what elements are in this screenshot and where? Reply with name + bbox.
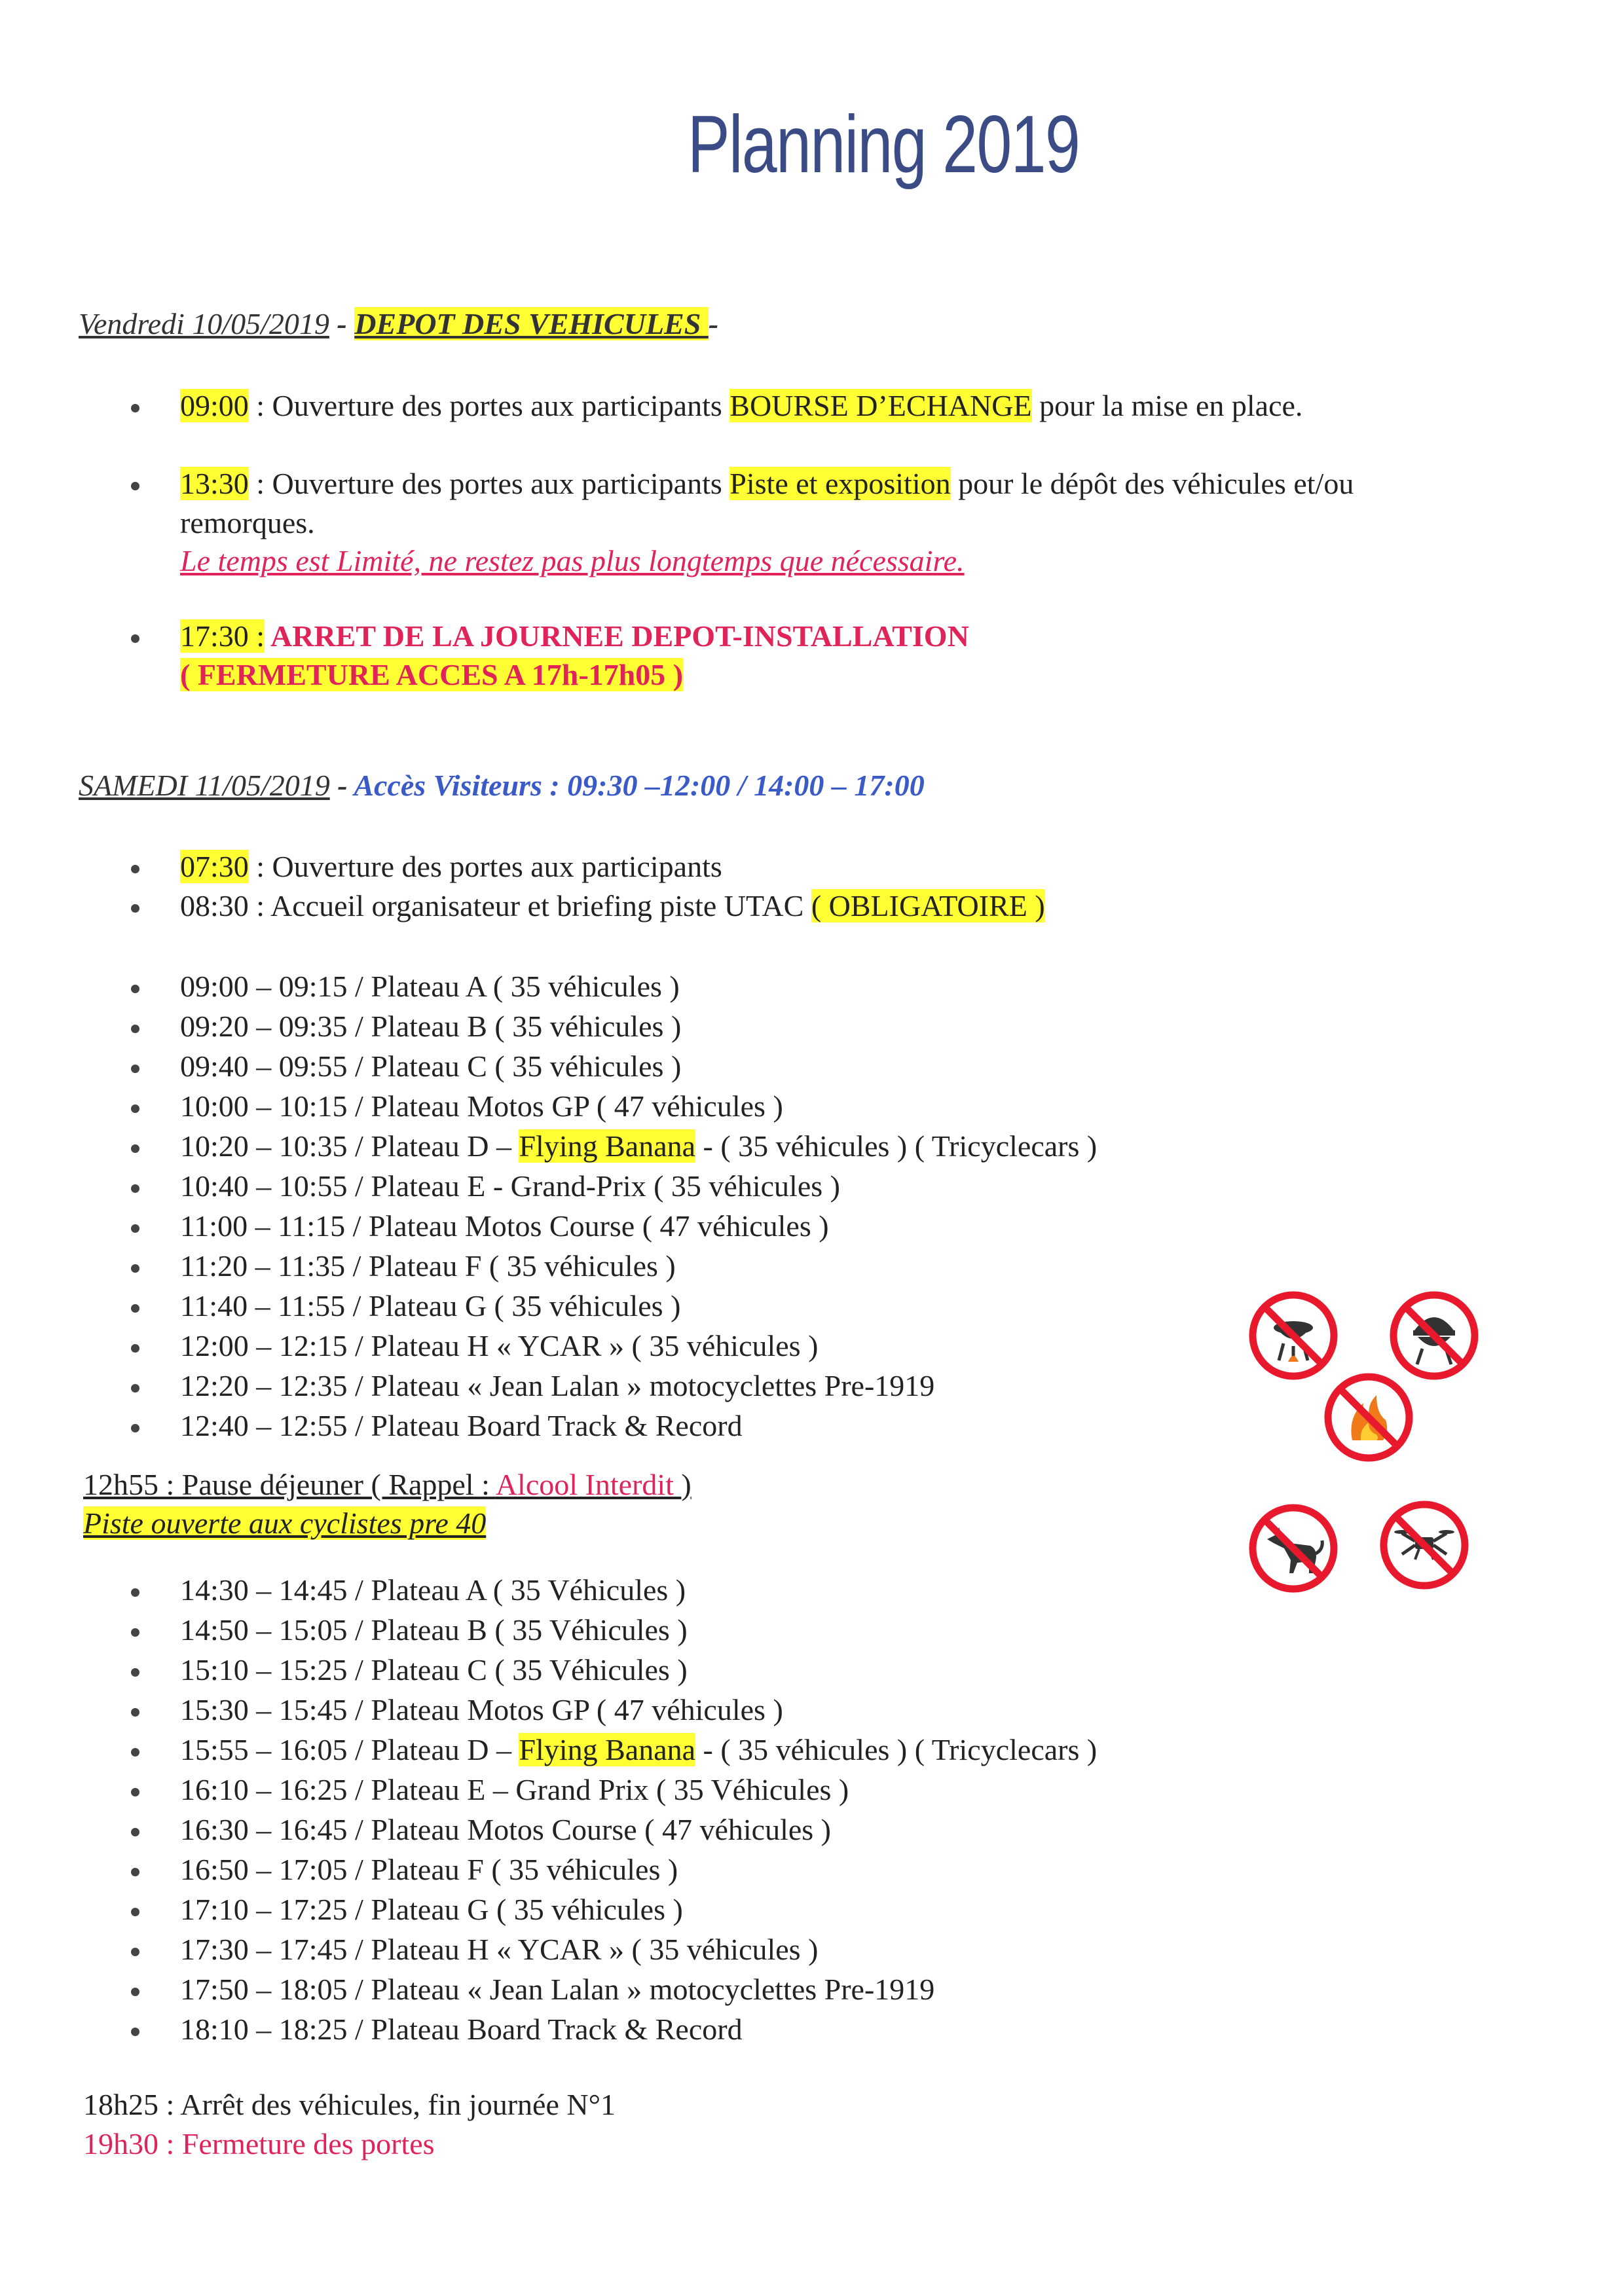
afternoon-item: 17:30 – 17:45 / Plateau H « YCAR » ( 35 véhicules ) <box>180 1933 819 1966</box>
morning-item: 12:20 – 12:35 / Plateau « Jean Lalan » motocyclettes Pre-1919 <box>180 1369 935 1402</box>
no-barbecue-icon <box>1247 1290 1339 1381</box>
no-drones-icon <box>1378 1499 1470 1591</box>
afternoon-item: 15:55 – 16:05 / Plateau D – Flying Banana - ( 35 véhicules ) ( Tricyclecars ) <box>180 1733 1098 1766</box>
page-title: Planning 2019 <box>688 100 1080 190</box>
friday-tail: - <box>708 307 719 340</box>
friday-sep: - <box>329 307 355 340</box>
morning-item: 09:20 – 09:35 / Plateau B ( 35 véhicules ) <box>180 1010 682 1043</box>
visitor-access: Accès Visiteurs : 09:30 –12:00 / 14:00 – 17:00 <box>354 769 925 802</box>
morning-item: 11:40 – 11:55 / Plateau G ( 35 véhicules ) <box>180 1289 681 1322</box>
friday-item-2: 13:30 : Ouverture des portes aux participants Piste et exposition pour le dépôt des véhicules et/ou <box>180 467 1354 500</box>
no-dogs-icon <box>1247 1503 1339 1594</box>
friday-closure: ( FERMETURE ACCES A 17h-17h05 ) <box>180 658 684 691</box>
cyclists-note: Piste ouverte aux cyclistes pre 40 <box>83 1506 487 1540</box>
friday-note: Le temps est Limité, ne restez pas plus longtemps que nécessaire. <box>180 544 965 577</box>
friday-item-2-cont: remorques. <box>180 506 315 539</box>
afternoon-item: 15:10 – 15:25 / Plateau C ( 35 Véhicules ) <box>180 1653 688 1686</box>
no-grill-icon <box>1388 1290 1480 1381</box>
saturday-date: SAMEDI 11/05/2019 <box>79 769 330 802</box>
morning-item: 11:00 – 11:15 / Plateau Motos Course ( 47 véhicules ) <box>180 1209 829 1243</box>
saturday-heading: SAMEDI 11/05/2019 - Accès Visiteurs : 09:30 –12:00 / 14:00 – 17:00 <box>79 769 925 802</box>
gate-closing: 19h30 : Fermeture des portes <box>83 2127 435 2160</box>
friday-date: Vendredi 10/05/2019 <box>79 307 329 340</box>
morning-item: 11:20 – 11:35 / Plateau F ( 35 véhicules ) <box>180 1249 676 1283</box>
afternoon-item: 17:50 – 18:05 / Plateau « Jean Lalan » motocyclettes Pre-1919 <box>180 1973 935 2006</box>
afternoon-item: 15:30 – 15:45 / Plateau Motos GP ( 47 véhicules ) <box>180 1693 783 1726</box>
morning-item: 12:00 – 12:15 / Plateau H « YCAR » ( 35 véhicules ) <box>180 1329 819 1362</box>
morning-item: 10:40 – 10:55 / Plateau E - Grand-Prix ( 35 véhicules ) <box>180 1169 840 1203</box>
no-fire-icon <box>1323 1372 1414 1463</box>
saturday-opening: 07:30 : Ouverture des portes aux participants <box>180 850 722 883</box>
afternoon-item: 18:10 – 18:25 / Plateau Board Track & Record <box>180 2013 743 2046</box>
friday-item-3: 17:30 : ARRET DE LA JOURNEE DEPOT-INSTALLATION <box>180 619 969 653</box>
morning-item: 12:40 – 12:55 / Plateau Board Track & Record <box>180 1409 743 1442</box>
afternoon-item: 14:50 – 15:05 / Plateau B ( 35 Véhicules ) <box>180 1613 688 1647</box>
morning-item: 10:00 – 10:15 / Plateau Motos GP ( 47 véhicules ) <box>180 1089 783 1123</box>
friday-item-1: 09:00 : Ouverture des portes aux participants BOURSE D’ECHANGE pour la mise en place. <box>180 389 1303 422</box>
morning-item: 09:40 – 09:55 / Plateau C ( 35 véhicules ) <box>180 1049 682 1083</box>
afternoon-item: 14:30 – 14:45 / Plateau A ( 35 Véhicules ) <box>180 1573 686 1607</box>
afternoon-item: 16:50 – 17:05 / Plateau F ( 35 véhicules ) <box>180 1853 678 1886</box>
lunch-break: 12h55 : Pause déjeuner ( Rappel : Alcool Interdit ) <box>83 1468 692 1501</box>
friday-heading <box>79 306 718 341</box>
morning-item: 10:20 – 10:35 / Plateau D – Flying Banana - ( 35 véhicules ) ( Tricyclecars ) <box>180 1129 1098 1163</box>
end-of-day: 18h25 : Arrêt des véhicules, fin journée N°1 <box>83 2088 616 2121</box>
morning-item: 09:00 – 09:15 / Plateau A ( 35 véhicules ) <box>180 970 680 1003</box>
friday-label: DEPOT DES VEHICULES <box>354 307 709 340</box>
afternoon-item: 16:30 – 16:45 / Plateau Motos Course ( 47 véhicules ) <box>180 1813 831 1846</box>
saturday-briefing: 08:30 : Accueil organisateur et briefing piste UTAC ( OBLIGATOIRE ) <box>180 889 1045 922</box>
afternoon-item: 17:10 – 17:25 / Plateau G ( 35 véhicules ) <box>180 1893 683 1926</box>
afternoon-item: 16:10 – 16:25 / Plateau E – Grand Prix ( 35 Véhicules ) <box>180 1773 849 1806</box>
